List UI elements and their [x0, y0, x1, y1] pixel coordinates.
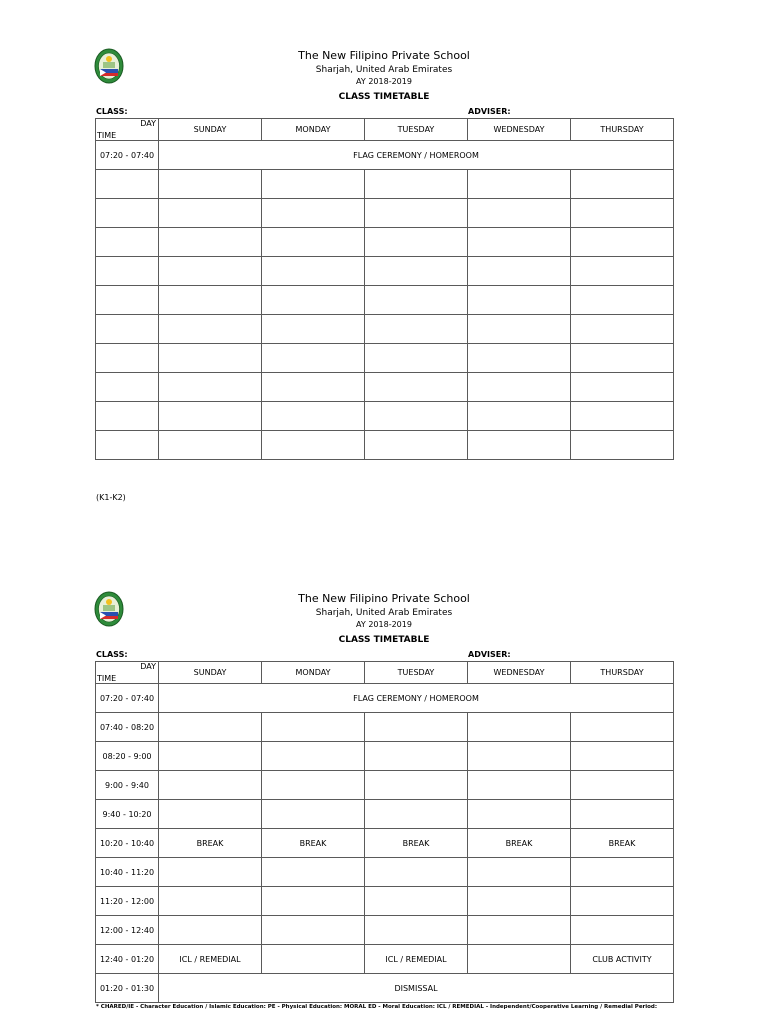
timetable-grid — [95, 661, 674, 1003]
adviser-label: ADVISER: — [468, 650, 511, 659]
table-cell — [262, 199, 365, 228]
table-cell — [571, 858, 674, 887]
table-cell — [571, 257, 674, 286]
table-row — [96, 713, 674, 742]
table-cell — [571, 431, 674, 460]
table-cell: CLUB ACTIVITY — [571, 945, 674, 974]
table-cell — [365, 916, 468, 945]
table-row — [96, 829, 674, 858]
table-cell — [262, 800, 365, 829]
table-cell — [468, 945, 571, 974]
table-cell — [571, 170, 674, 199]
time-cell — [96, 344, 159, 373]
table-cell — [571, 286, 674, 315]
document-title: CLASS TIMETABLE — [338, 635, 430, 645]
table-cell — [468, 199, 571, 228]
table-cell — [571, 228, 674, 257]
table-cell — [468, 742, 571, 771]
table-cell — [365, 402, 468, 431]
time-cell: 07:20 - 07:40 — [96, 684, 159, 713]
day-header-wednesday: WEDNESDAY — [468, 662, 571, 684]
corner-cell — [96, 662, 159, 684]
table-row — [96, 402, 674, 431]
table-cell — [468, 257, 571, 286]
table-row — [96, 170, 674, 199]
school-location: Sharjah, United Arab Emirates — [315, 65, 453, 75]
table-cell: ICL / REMEDIAL — [159, 945, 262, 974]
table-cell — [365, 800, 468, 829]
time-cell — [96, 286, 159, 315]
table-row — [96, 887, 674, 916]
table-cell — [365, 199, 468, 228]
table-cell — [468, 887, 571, 916]
table-cell — [571, 800, 674, 829]
document-title: CLASS TIMETABLE — [338, 92, 430, 102]
day-header-thursday: THURSDAY — [571, 119, 674, 141]
time-cell: 9:40 - 10:20 — [96, 800, 159, 829]
table-cell — [159, 742, 262, 771]
table-cell — [571, 887, 674, 916]
table-cell — [159, 373, 262, 402]
table-cell — [159, 402, 262, 431]
table-cell — [468, 402, 571, 431]
table-cell — [262, 431, 365, 460]
table-cell — [159, 257, 262, 286]
table-cell — [571, 916, 674, 945]
table-cell — [262, 228, 365, 257]
table-cell — [262, 170, 365, 199]
table-cell — [159, 800, 262, 829]
table-cell — [159, 344, 262, 373]
table-cell — [365, 771, 468, 800]
table-cell — [571, 742, 674, 771]
table-row — [96, 742, 674, 771]
table-cell — [468, 713, 571, 742]
table-row — [96, 945, 674, 974]
table-cell — [262, 344, 365, 373]
table-cell — [262, 402, 365, 431]
table-cell — [468, 431, 571, 460]
class-label: CLASS: — [96, 107, 128, 116]
table-cell — [468, 170, 571, 199]
table-cell — [262, 945, 365, 974]
table-row — [96, 431, 674, 460]
time-cell — [96, 170, 159, 199]
time-cell: 9:00 - 9:40 — [96, 771, 159, 800]
table-cell — [159, 228, 262, 257]
table-cell — [262, 742, 365, 771]
corner-time-label: TIME — [97, 131, 117, 140]
academic-year: AY 2018-2019 — [356, 620, 412, 629]
table-row — [96, 858, 674, 887]
time-cell — [96, 315, 159, 344]
table-cell — [365, 431, 468, 460]
time-cell — [96, 199, 159, 228]
table-cell — [365, 344, 468, 373]
table-row — [96, 315, 674, 344]
table-cell — [262, 315, 365, 344]
day-header-monday: MONDAY — [262, 119, 365, 141]
table-cell — [571, 373, 674, 402]
table-cell — [571, 344, 674, 373]
time-cell: 12:40 - 01:20 — [96, 945, 159, 974]
table-row — [96, 344, 674, 373]
table-row — [96, 141, 674, 170]
flag-ceremony-cell: FLAG CEREMONY / HOMEROOM — [159, 141, 674, 170]
table-cell — [468, 373, 571, 402]
table-cell — [468, 800, 571, 829]
table-cell — [262, 713, 365, 742]
table-cell — [571, 199, 674, 228]
table-cell — [159, 771, 262, 800]
table-row — [96, 286, 674, 315]
abbreviations-footnote: * CHARED/IE - Character Education / Islamic Education: PE - Physical Education: MORAL ED - Moral Education: ICL / REMEDIAL - Independent/Cooperative Learning / Remedial Period: — [96, 1004, 658, 1010]
table-cell — [365, 858, 468, 887]
table-cell — [159, 858, 262, 887]
time-cell: 08:20 - 9:00 — [96, 742, 159, 771]
time-cell — [96, 373, 159, 402]
class-label: CLASS: — [96, 650, 128, 659]
table-cell — [468, 344, 571, 373]
table-cell — [468, 286, 571, 315]
table-cell — [159, 199, 262, 228]
table-cell — [468, 315, 571, 344]
table-row — [96, 800, 674, 829]
table-cell — [571, 402, 674, 431]
table-cell — [571, 771, 674, 800]
break-cell: BREAK — [365, 829, 468, 858]
table-cell — [365, 257, 468, 286]
day-header-tuesday: TUESDAY — [365, 662, 468, 684]
school-location: Sharjah, United Arab Emirates — [315, 608, 453, 618]
table-cell — [159, 170, 262, 199]
table-cell — [262, 887, 365, 916]
break-cell: BREAK — [262, 829, 365, 858]
table-row — [96, 974, 674, 1003]
table-cell — [262, 286, 365, 315]
table-header-row — [96, 662, 674, 684]
break-cell: BREAK — [468, 829, 571, 858]
table-cell — [571, 315, 674, 344]
table-cell — [365, 742, 468, 771]
day-header-wednesday: WEDNESDAY — [468, 119, 571, 141]
time-cell: 07:40 - 08:20 — [96, 713, 159, 742]
table-row — [96, 684, 674, 713]
time-cell — [96, 402, 159, 431]
flag-ceremony-cell: FLAG CEREMONY / HOMEROOM — [159, 684, 674, 713]
grade-level-note: (K1-K2) — [96, 493, 126, 502]
table-cell — [262, 916, 365, 945]
table-cell — [365, 315, 468, 344]
table-cell — [365, 713, 468, 742]
school-name: The New Filipino Private School — [298, 49, 470, 62]
table-cell — [468, 858, 571, 887]
table-cell — [159, 916, 262, 945]
table-cell — [365, 373, 468, 402]
table-cell — [262, 858, 365, 887]
table-cell — [159, 315, 262, 344]
corner-day-label: DAY — [140, 662, 156, 671]
time-cell — [96, 257, 159, 286]
table-cell — [571, 713, 674, 742]
day-header-sunday: SUNDAY — [159, 662, 262, 684]
corner-day-label: DAY — [140, 119, 156, 128]
table-row — [96, 916, 674, 945]
table-cell: ICL / REMEDIAL — [365, 945, 468, 974]
time-cell: 12:00 - 12:40 — [96, 916, 159, 945]
table-row — [96, 257, 674, 286]
day-header-monday: MONDAY — [262, 662, 365, 684]
day-header-thursday: THURSDAY — [571, 662, 674, 684]
time-cell: 01:20 - 01:30 — [96, 974, 159, 1003]
break-cell: BREAK — [571, 829, 674, 858]
break-cell: BREAK — [159, 829, 262, 858]
table-cell — [468, 771, 571, 800]
time-cell — [96, 431, 159, 460]
table-cell — [365, 887, 468, 916]
table-cell — [262, 771, 365, 800]
table-cell — [159, 887, 262, 916]
table-cell — [262, 373, 365, 402]
day-header-sunday: SUNDAY — [159, 119, 262, 141]
table-header-row — [96, 119, 674, 141]
table-row — [96, 199, 674, 228]
table-row — [96, 228, 674, 257]
day-header-tuesday: TUESDAY — [365, 119, 468, 141]
school-name: The New Filipino Private School — [298, 592, 470, 605]
time-cell: 10:40 - 11:20 — [96, 858, 159, 887]
time-cell: 11:20 - 12:00 — [96, 887, 159, 916]
adviser-label: ADVISER: — [468, 107, 511, 116]
table-cell — [365, 228, 468, 257]
table-cell — [365, 286, 468, 315]
timetable-grid — [95, 118, 674, 460]
time-cell — [96, 228, 159, 257]
time-cell: 07:20 - 07:40 — [96, 141, 159, 170]
table-cell — [159, 286, 262, 315]
table-cell — [365, 170, 468, 199]
table-row — [96, 373, 674, 402]
corner-cell — [96, 119, 159, 141]
time-cell: 10:20 - 10:40 — [96, 829, 159, 858]
table-cell — [159, 713, 262, 742]
table-cell — [468, 228, 571, 257]
table-cell — [159, 431, 262, 460]
table-cell — [468, 916, 571, 945]
corner-time-label: TIME — [97, 674, 117, 683]
table-cell — [262, 257, 365, 286]
dismissal-cell: DISMISSAL — [159, 974, 674, 1003]
academic-year: AY 2018-2019 — [356, 77, 412, 86]
table-row — [96, 771, 674, 800]
